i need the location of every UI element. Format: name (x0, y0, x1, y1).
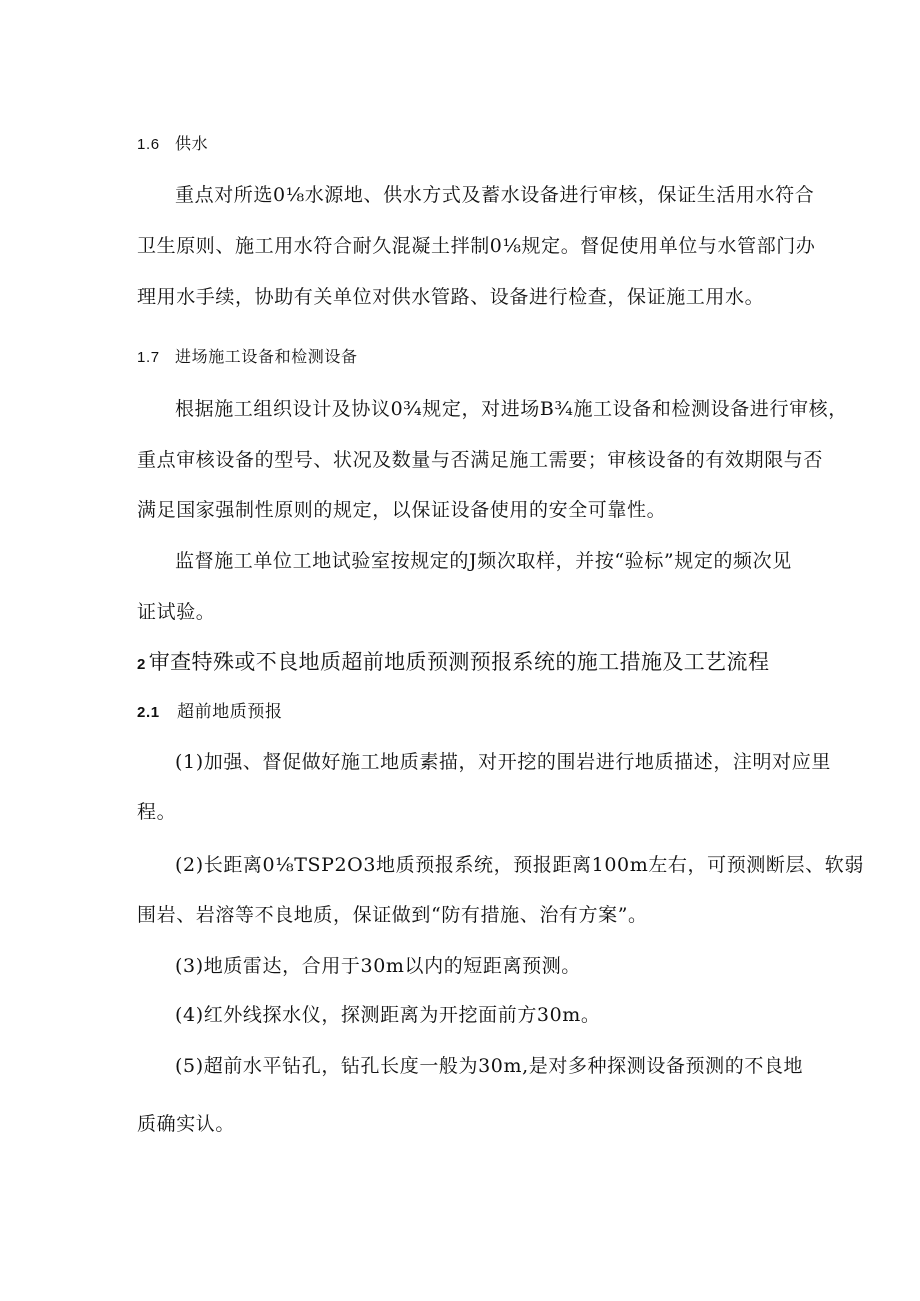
paragraph-line: 卫生原则、施工用水符合耐久混凝土拌制0⅛规定。督促使用单位与水管部门办 (137, 235, 816, 257)
list-item-line: (4)红外线探水仪，探测距离为开挖面前方30m。 (175, 1004, 601, 1026)
paragraph-line: 重点审核设备的型号、状况及数量与否满足施工需要；审核设备的有效期限与否 (137, 449, 824, 471)
section-number: 2.1 (137, 704, 160, 721)
list-item-line: (1)加强、督促做好施工地质素描，对开挖的围岩进行地质描述，注明对应里 (175, 751, 831, 773)
section-number: 1.7 (137, 349, 160, 366)
list-item-line: (5)超前水平钻孔，钻孔长度一般为30m,是对多种探测设备预测的不良地 (175, 1055, 804, 1077)
paragraph-line: 根据施工组织设计及协议0¾规定，对进场B¾施工设备和检测设备进行审核， (175, 398, 848, 420)
section-title: 供水 (175, 134, 209, 153)
section-number: 1.6 (137, 136, 160, 153)
paragraph-line: 证试验。 (137, 601, 216, 623)
chapter-number: 2 (137, 656, 146, 673)
paragraph-line: 满足国家强制性原则的规定，以保证设备使用的安全可靠性。 (137, 499, 667, 521)
section-heading-1-7 (137, 345, 358, 370)
paragraph-line: 理用水手续，协助有关单位对供水管路、设备进行检查，保证施工用水。 (137, 286, 765, 308)
list-item-line: (2)长距离0⅛TSP2O3地质预报系统，预报距离100m左右，可预测断层、软弱 (175, 854, 864, 876)
chapter-heading-2 (137, 650, 769, 677)
paragraph-line: 监督施工单位工地试验室按规定的J频次取样，并按“验标”规定的频次见 (175, 550, 792, 572)
section-title: 超前地质预报 (177, 702, 283, 722)
list-item-line: (3)地质雷达，合用于30m以内的短距离预测。 (175, 955, 581, 977)
paragraph-line: 重点对所选0⅛水源地、供水方式及蓄水设备进行审核，保证生活用水符合 (175, 184, 815, 206)
list-item-line: 质确实认。 (137, 1113, 236, 1135)
chapter-title: 审查特殊或不良地质超前地质预测预报系统的施工措施及工艺流程 (148, 650, 770, 674)
section-title: 进场施工设备和检测设备 (175, 347, 358, 366)
list-item-line: 围岩、岩溶等不良地质，保证做到“防有措施、治有方案”。 (137, 904, 648, 926)
list-item-line: 程。 (137, 801, 177, 823)
section-heading-2-1 (137, 700, 283, 725)
section-heading-1-6 (137, 132, 208, 157)
